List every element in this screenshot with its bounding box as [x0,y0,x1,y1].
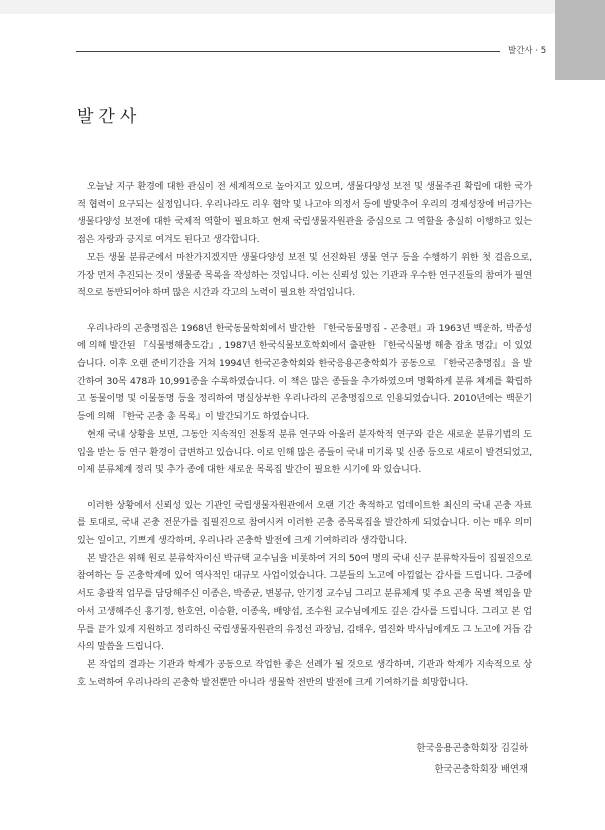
paragraph-4: 현재 국내 상황을 보면, 그동안 지속적인 전통적 분류 연구와 아울러 분자학적 연구와 같은 새로운 분류기법의 도입을 받는 등 연구 환경이 급변하고 있습니다. 이로 인해 많은 종들이 국내 미기록 및 신종 등으로 새로이 발견되었고, 이제 분류체계 정리 및 추가 종에 대한 새로운 목록집 발간이 필요한 시기에 와 있습니다. [77,428,532,476]
paragraph-gap [77,479,532,497]
header-rule [76,51,500,52]
paragraph-5: 이러한 상황에서 신뢰성 있는 기관인 국립생물자원관에서 오랜 기간 축적하고 업데이트한 최신의 국내 곤충 자료를 토대로, 국내 곤충 전문가를 집필진으로 참여시켜 이러한 곤충 종목록집을 발간하게 되었습니다. 이는 매우 의미 있는 일이고, 기쁘게 생각하며, 우리나라 곤충학 발전에 크게 기여하리라 생각합니다. [77,499,532,547]
top-band [0,0,605,14]
page-edge-tab [555,0,605,80]
signature-block [416,738,528,780]
running-head: 발간사 · 5 [508,46,547,56]
paragraph-1: 오늘날 지구 환경에 대한 관심이 전 세계적으로 높아지고 있으며, 생물다양성 보전 및 생물주권 확립에 대한 국가적 협력이 요구되는 실정입니다. 우리나라도 리우 협약 및 나고야 의정서 등에 발맞추어 우리의 경제성장에 버금가는 생물다양성 보전에 대한 국제적 역할이 필요하고 현재 국립생물자원관을 중심으로 그 역할을 충실히 이행하고 있는 점은 자랑과 긍지로 여겨도 된다고 생각합니다. [77,181,532,246]
paragraph-2: 모든 생물 분류군에서 마찬가지겠지만 생물다양성 보전 및 선진화된 생물 연구 등을 수행하기 위한 첫 걸음으로, 가장 먼저 추진되는 것이 생물종 목록을 작성하는 것입니다. 이는 신뢰성 있는 기관과 우수한 연구진들의 참여가 필연적으로 동반되어야 하며 많은 시간과 각고의 노력이 필요한 작업입니다. [77,251,532,299]
paragraph-3: 우리나라의 곤충명집은 1968년 한국동물학회에서 발간한 『한국동물명집 - 곤충편』과 1963년 백운하, 박종성에 의해 발간된 『식물병해충도감』, 1987년 한국식물보호학회에서 출판한 『한국식물병 해충 잡초 명감』이 있었습니다. 이후 오랜 준비기간을 거쳐 1994년 한국곤충학회와 한국응용곤충학회가 공동으로 『한국곤충명집』을 발간하여 30목 478과 10,991종을 수록하였습니다. 이 책은 많은 종들을 추가하였으며 명확하게 분류 체계를 확립하고 동물이명 및 이물동명 등을 정리하여 명실상부한 우리나라의 곤충명집으로 인용되었습니다. 2010년에는 백문기 등에 의해 『한국 곤충 총 목록』이 발간되기도 하였습니다. [77,322,532,423]
page-title: 발간사 [77,107,142,127]
paragraph-6: 본 발간은 위해 원로 분류학자이신 박규택 교수님을 비롯하여 거의 50여 명의 국내 신구 분류학자들이 집필진으로 참여하는 등 곤충학계에 있어 역사적인 대규모 사업이었습니다. 그분들의 노고에 아낌없는 감사를 드립니다. 그중에서도 총괄적 업무를 담당해주신 이종은, 박종균, 변봉규, 안기정 교수님 그리고 분류체계 및 주요 곤충 목별 책임을 맡아서 고생해주신 홍기정, 한호연, 이승환, 이종욱, 배양섭, 조수원 교수님에게도 깊은 감사를 드립니다. 그리고 본 업무를 끝가 있게 지원하고 정리하신 국립생물자원관의 유정선 과장님, 김태우, 염진화 박사님에게도 그 노고에 거듭 감사의 말씀을 드립니다. [77,552,532,653]
preface-body [77,178,532,691]
signature-1: 한국응용곤충학회장 김길하 [416,743,528,754]
paragraph-7: 본 작업의 결과는 기관과 학계가 공동으로 작업한 좋은 선례가 될 것으로 생각하며, 기관과 학계가 지속적으로 상호 노력하여 우리나라의 곤충학 발전뿐만 아니라 생물학 전반의 발전에 크게 기여하기를 희망합니다. [77,658,532,688]
paragraph-gap [77,302,532,320]
signature-2: 한국곤충학회장 배연재 [434,764,528,775]
